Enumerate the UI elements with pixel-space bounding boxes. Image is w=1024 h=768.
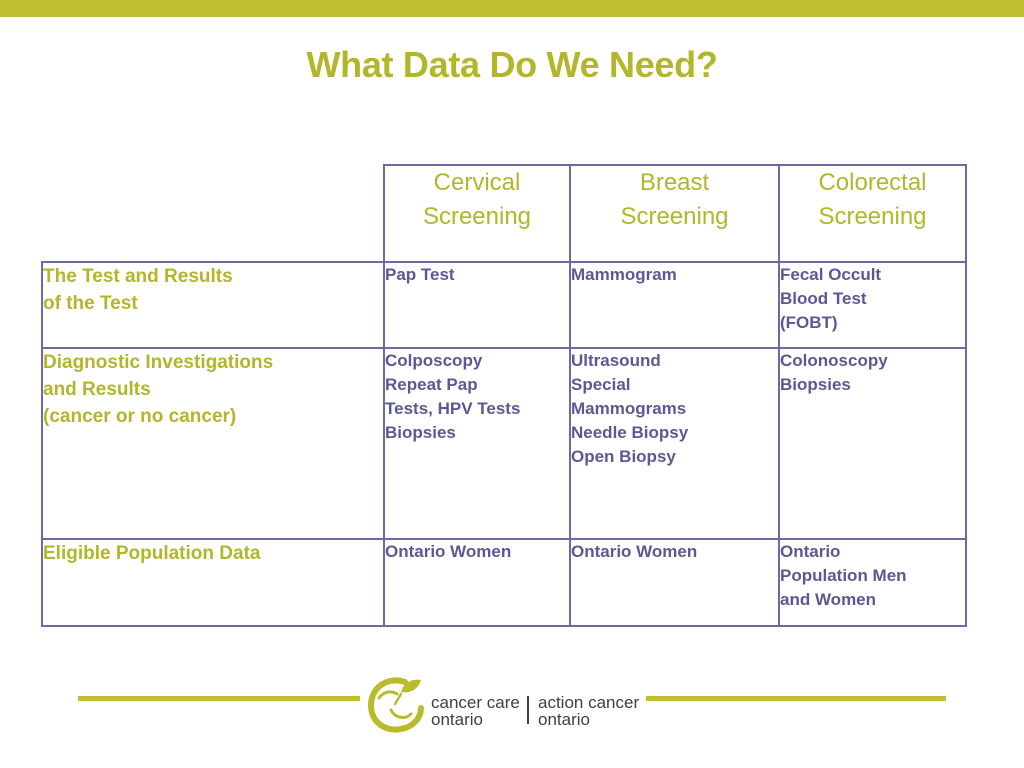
column-header-cervical: Cervical Screening [384, 165, 570, 262]
row-label-population: Eligible Population Data [42, 539, 384, 626]
table-row [42, 262, 966, 348]
logo-text-ontario: ontario [431, 710, 483, 729]
logo-separator [527, 696, 529, 724]
table-cell: Colposcopy Repeat Pap Tests, HPV Tests Biopsies [384, 348, 570, 539]
top-accent-bar [0, 0, 1024, 17]
column-header-colorectal: Colorectal Screening [779, 165, 966, 262]
table-row [42, 348, 966, 539]
table-cell: Ontario Women [384, 539, 570, 626]
table-cell: Mammogram [570, 262, 779, 348]
column-header-breast: Breast Screening [570, 165, 779, 262]
table-cell: Colonoscopy Biopsies [779, 348, 966, 539]
logo-text-cancer-care: cancer care [431, 693, 520, 712]
logo-text-action-cancer: action cancer [538, 693, 640, 712]
table-row [42, 539, 966, 626]
footer-line-right [646, 696, 946, 701]
table-cell: Fecal Occult Blood Test (FOBT) [779, 262, 966, 348]
slide-title: What Data Do We Need? [306, 44, 718, 85]
row-label-test-results: The Test and Results of the Test [42, 262, 384, 348]
cancer-care-ontario-logo-icon [365, 670, 427, 734]
table-header-row [42, 165, 966, 262]
empty-corner-cell [42, 165, 384, 262]
table-cell: Pap Test [384, 262, 570, 348]
table-cell: Ontario Population Men and Women [779, 539, 966, 626]
table-cell: Ultrasound Special Mammograms Needle Biopsy Open Biopsy [570, 348, 779, 539]
screening-data-table [41, 164, 967, 627]
table-cell: Ontario Women [570, 539, 779, 626]
footer-line-left [78, 696, 360, 701]
row-label-diagnostic: Diagnostic Investigations and Results (cancer or no cancer) [42, 348, 384, 539]
logo-text-ontario-french: ontario [538, 710, 590, 729]
